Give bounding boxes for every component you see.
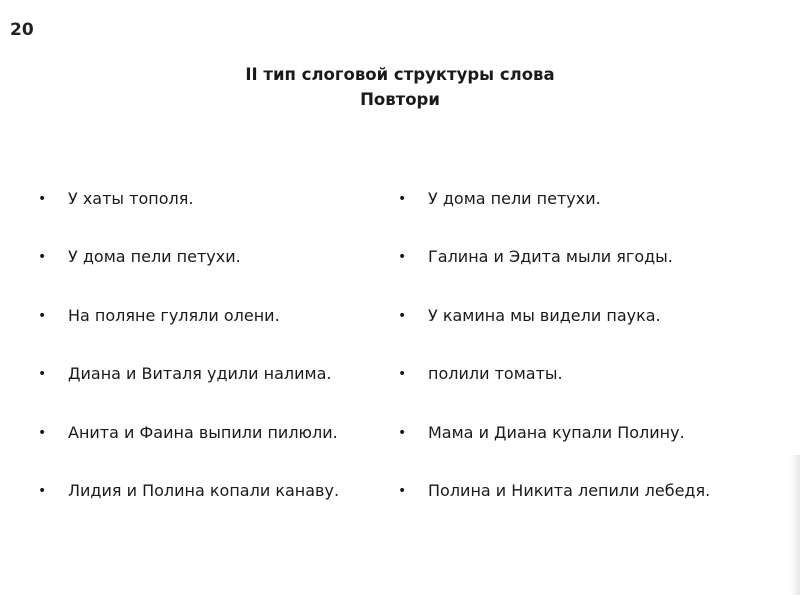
list-item-text: полили томаты. — [428, 364, 563, 384]
list-item-text: Диана и Виталя удили налима. — [68, 364, 332, 384]
left-sentence-list — [38, 188, 388, 538]
list-item-text: На поляне гуляли олени. — [68, 305, 280, 325]
list-item-text: У камина мы видели паука. — [428, 305, 661, 325]
bullet-icon: • — [38, 482, 47, 499]
list-item — [38, 188, 388, 246]
list-item — [38, 305, 388, 363]
list-item-text: У дома пели петухи. — [428, 189, 601, 208]
bullet-icon: • — [38, 191, 47, 207]
bullet-icon: • — [398, 191, 407, 207]
list-item-text: Полина и Никита лепили лебедя. — [428, 480, 711, 500]
bullet-icon: • — [38, 366, 47, 383]
list-item-text: У дома пели петухи. — [68, 247, 241, 267]
list-item — [398, 246, 788, 304]
bullet-icon: • — [398, 424, 407, 441]
list-item-text: Мама и Диана купали Полину. — [428, 422, 685, 442]
list-item — [398, 305, 788, 363]
list-item-text: Анита и Фаина выпили пилюли. — [68, 422, 338, 442]
list-item — [38, 422, 388, 480]
bullet-icon: • — [398, 249, 407, 266]
slide-number: 20 — [10, 20, 34, 40]
bullet-icon: • — [38, 307, 47, 324]
right-sentence-list — [398, 188, 788, 538]
list-item — [398, 422, 788, 480]
bullet-icon: • — [398, 482, 407, 499]
list-item-text: У хаты тополя. — [68, 189, 194, 208]
slide-title-block — [0, 62, 800, 112]
bullet-icon: • — [38, 249, 47, 266]
list-item-text: Лидия и Полина копали канаву. — [68, 480, 340, 500]
bullet-icon: • — [398, 366, 407, 383]
list-item — [38, 246, 388, 304]
list-item — [398, 188, 788, 246]
bullet-icon: • — [38, 424, 47, 441]
scan-edge-shadow — [790, 455, 800, 595]
list-item — [38, 480, 388, 538]
slide-subtitle: Повтори — [360, 90, 440, 109]
list-item-text: Галина и Эдита мыли ягоды. — [428, 247, 673, 267]
bullet-icon: • — [398, 307, 407, 324]
list-item — [398, 480, 788, 538]
slide-title: II тип слоговой структуры слова — [245, 65, 555, 84]
list-item — [398, 363, 788, 421]
list-item — [38, 363, 388, 421]
